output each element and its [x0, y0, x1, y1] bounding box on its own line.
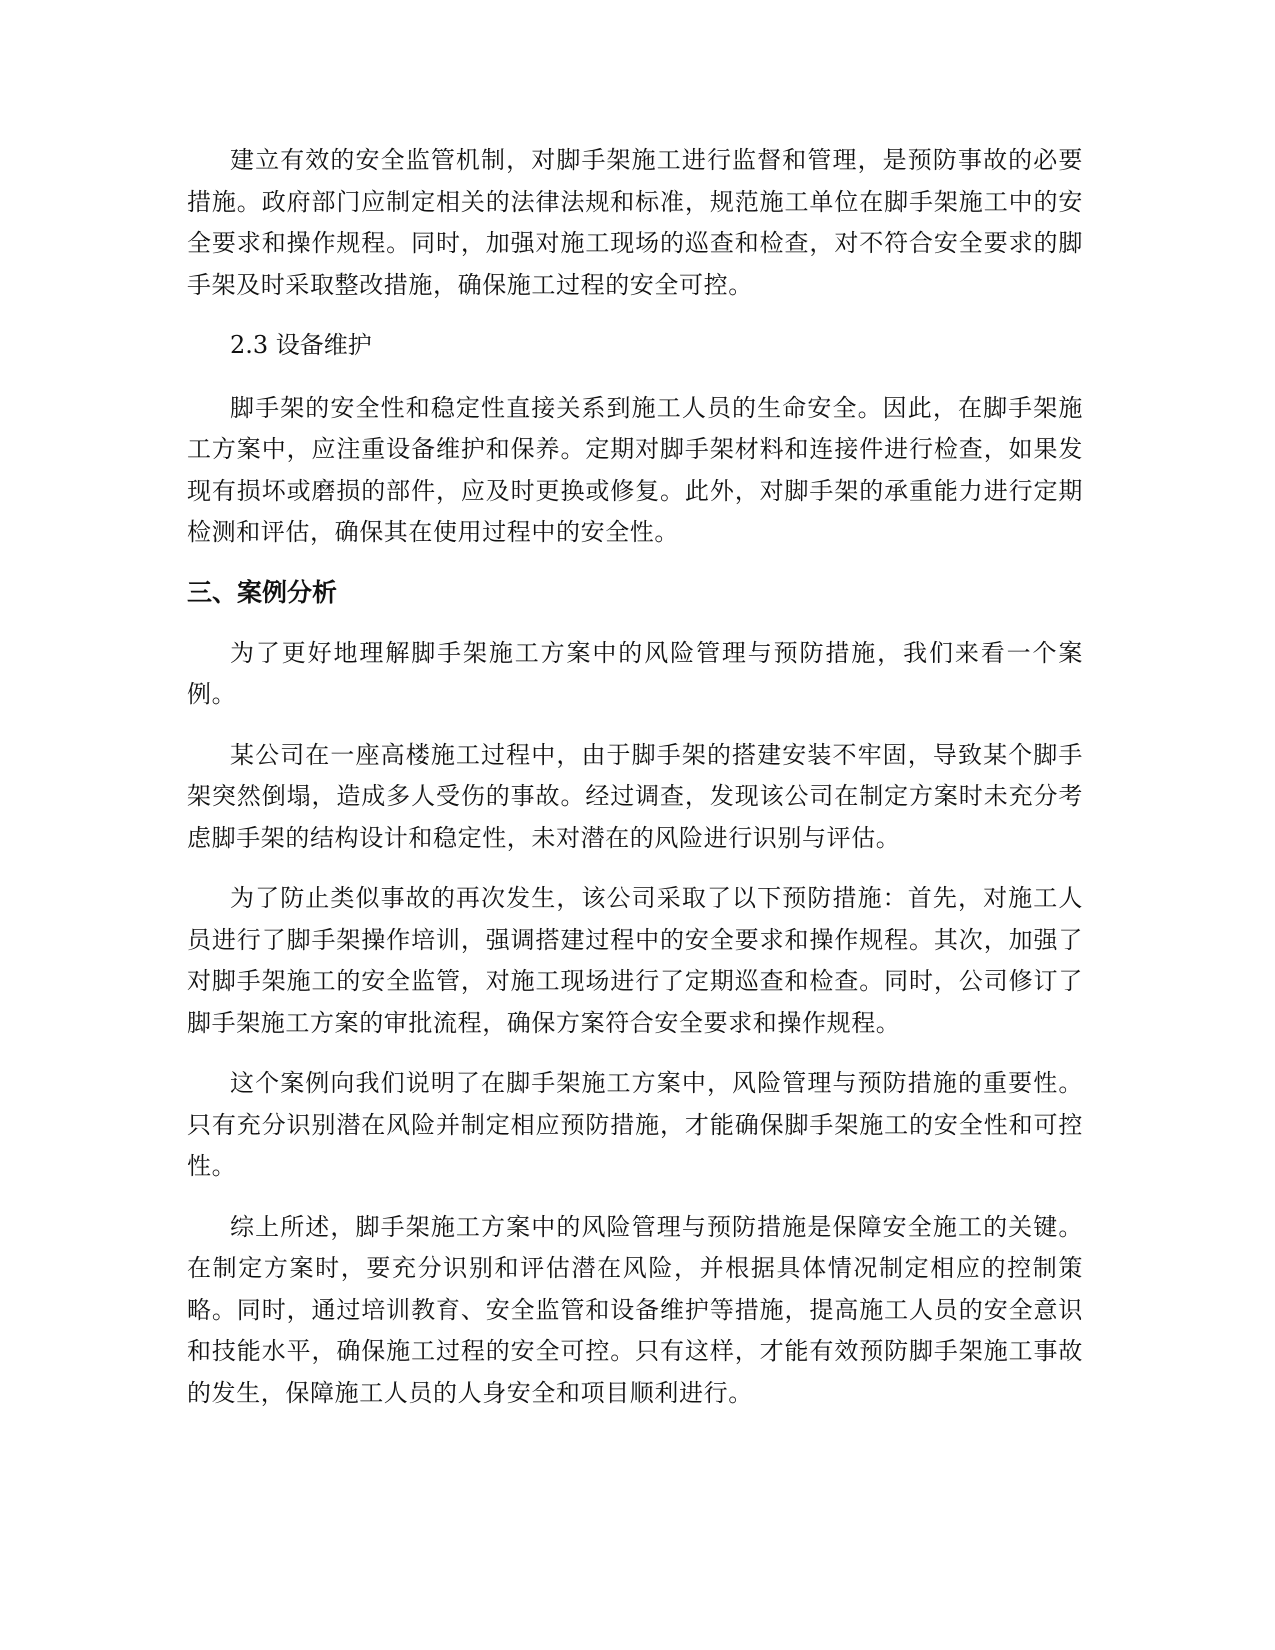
paragraph-case-incident: 某公司在一座高楼施工过程中，由于脚手架的搭建安装不牢固，导致某个脚手架突然倒塌，造成多人受伤的事故。经过调查，发现该公司在制定方案时未充分考虑脚手架的结构设计和稳定性，未对潜在的风险进行识别与评估。	[187, 740, 1083, 852]
paragraph-conclusion: 综上所述，脚手架施工方案中的风险管理与预防措施是保障安全施工的关键。在制定方案时，要充分识别和评估潜在风险，并根据具体情况制定相应的控制策略。同时，通过培训教育、安全监管和设备维护等措施，提高施工人员的安全意识和技能水平，确保施工过程的安全可控。只有这样，才能有效预防脚手架施工事故的发生，保障施工人员的人身安全和项目顺利进行。	[187, 1212, 1083, 1407]
paragraph-case-lesson: 这个案例向我们说明了在脚手架施工方案中，风险管理与预防措施的重要性。只有充分识别潜在风险并制定相应预防措施，才能确保脚手架施工的安全性和可控性。	[187, 1069, 1083, 1180]
paragraph-safety-supervision: 建立有效的安全监管机制，对脚手架施工进行监督和管理，是预防事故的必要措施。政府部门应制定相关的法律法规和标准，规范施工单位在脚手架施工中的安全要求和操作规程。同时，加强对施工现场的巡查和检查，对不符合安全要求的脚手架及时采取整改措施，确保施工过程的安全可控。	[187, 146, 1083, 299]
heading-case-analysis: 三、案例分析	[187, 577, 338, 607]
paragraph-case-intro: 为了更好地理解脚手架施工方案中的风险管理与预防措施，我们来看一个案例。	[187, 638, 1083, 708]
paragraph-case-measures: 为了防止类似事故的再次发生，该公司采取了以下预防措施：首先，对施工人员进行了脚手架操作培训，强调搭建过程中的安全要求和操作规程。其次，加强了对脚手架施工的安全监管，对施工现场进行了定期巡查和检查。同时，公司修订了脚手架施工方案的审批流程，确保方案符合安全要求和操作规程。	[187, 884, 1083, 1037]
paragraph-equipment-maintenance: 脚手架的安全性和稳定性直接关系到施工人员的生命安全。因此，在脚手架施工方案中，应注重设备维护和保养。定期对脚手架材料和连接件进行检查，如果发现有损坏或磨损的部件，应及时更换或修复。此外，对脚手架的承重能力进行定期检测和评估，确保其在使用过程中的安全性。	[187, 393, 1083, 546]
document-body	[187, 140, 1083, 1433]
subheading-equipment-maintenance: 2.3 设备维护	[230, 331, 372, 359]
